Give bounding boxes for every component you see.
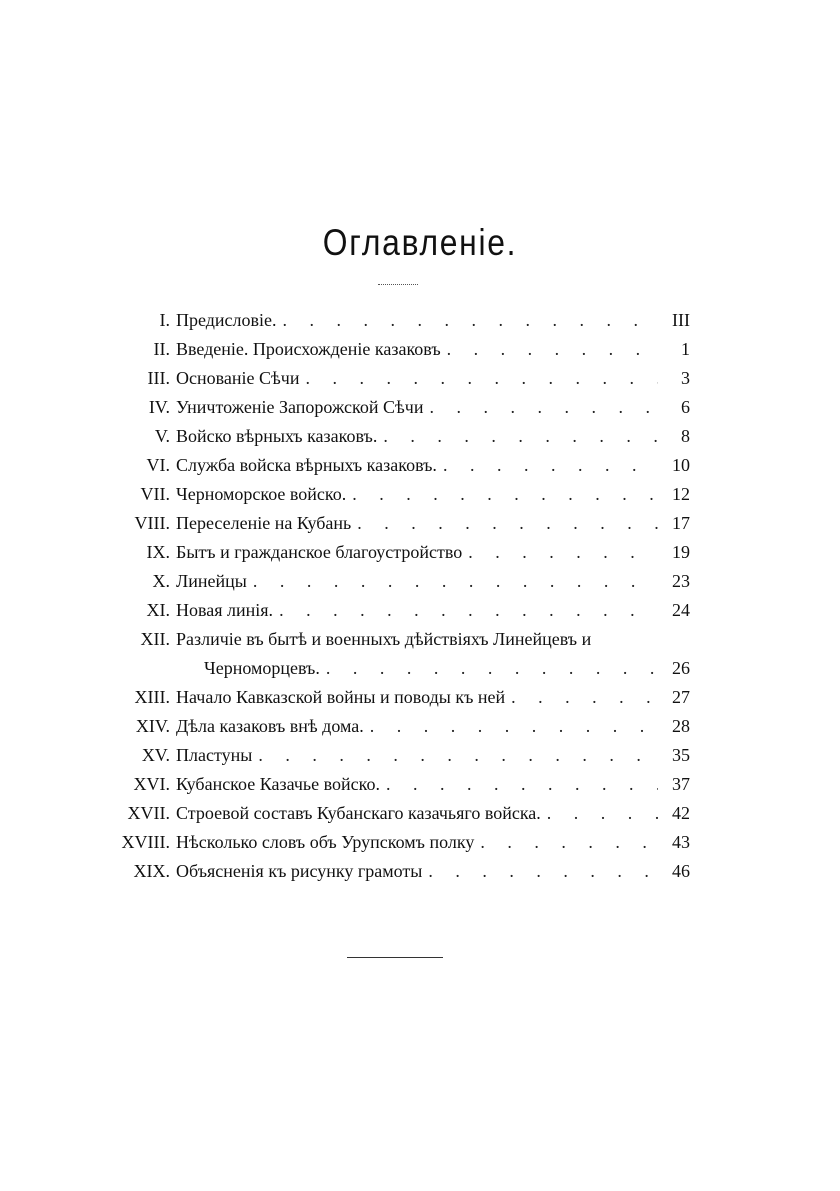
chapter-number: XVIII. [121, 832, 170, 852]
chapter-title: Черноморское войско. [176, 484, 347, 504]
page-number: 3 [681, 368, 690, 388]
chapter-title-continued: Черноморцевъ. [204, 658, 320, 678]
chapter-title: Переселеніе на Кубань [176, 513, 352, 533]
chapter-number: XVI. [133, 774, 170, 794]
chapter-number: XVII. [127, 803, 170, 823]
chapter-number: IX. [146, 542, 170, 562]
chapter-title: Предисловіе. [176, 310, 277, 330]
leader-dots [480, 828, 658, 857]
chapter-number: XI. [146, 600, 170, 620]
chapter-number: XIX. [133, 861, 170, 881]
page-number: 26 [672, 658, 690, 678]
chapter-title: Бытъ и гражданское благоустройство [176, 542, 463, 562]
chapter-number: VI. [146, 455, 170, 475]
toc-entry [100, 741, 690, 770]
page-number: 8 [681, 426, 690, 446]
chapter-title: Введеніе. Происхожденіе казаковъ [176, 339, 441, 359]
toc-entry [100, 451, 690, 480]
chapter-number: II. [153, 339, 170, 359]
leader-dots [283, 306, 658, 335]
chapter-title: Объясненія къ рисунку грамоты [176, 861, 423, 881]
closing-rule [347, 957, 443, 958]
chapter-number: XIII. [134, 687, 170, 707]
page-number: 17 [672, 513, 690, 533]
chapter-title: Кубанское Казачье войско. [176, 774, 380, 794]
chapter-title: Основаніе Сѣчи [176, 368, 300, 388]
page-number: 35 [672, 745, 690, 765]
leader-dots [305, 364, 658, 393]
page-number: 10 [672, 455, 690, 475]
toc-entry [100, 770, 690, 799]
page-number: 42 [672, 803, 690, 823]
chapter-number: V. [154, 426, 170, 446]
chapter-number: XIV. [135, 716, 170, 736]
leader-dots [357, 509, 658, 538]
chapter-number: VIII. [134, 513, 170, 533]
leader-dots [383, 422, 658, 451]
page-number: 12 [672, 484, 690, 504]
toc-entry [100, 393, 690, 422]
chapter-number: XII. [140, 629, 170, 649]
chapter-number: IV. [148, 397, 170, 417]
chapter-title: Линейцы [176, 571, 247, 591]
leader-dots [258, 741, 658, 770]
chapter-title: Различіе въ бытѣ и военныхъ дѣйствіяхъ Линейцевъ и [176, 629, 592, 649]
toc-entry [100, 828, 690, 857]
leader-dots [468, 538, 658, 567]
chapter-number: III. [147, 368, 170, 388]
toc-entry [100, 422, 690, 451]
leader-dots [253, 567, 658, 596]
toc-entry-continuation [100, 654, 690, 683]
leader-dots [352, 480, 658, 509]
toc-entry [100, 306, 690, 335]
chapter-title: Войско вѣрныхъ казаковъ. [176, 426, 378, 446]
page-title: Оглавленіе. [322, 222, 518, 263]
page-number: 24 [672, 600, 690, 620]
toc-entry [100, 567, 690, 596]
chapter-title: Начало Кавказской войны и поводы къ ней [176, 687, 506, 707]
leader-dots [443, 451, 658, 480]
page-number: 1 [681, 339, 690, 359]
page-number: 6 [681, 397, 690, 417]
toc-entry [100, 857, 690, 886]
leader-dots [326, 654, 658, 683]
page-number: 23 [672, 571, 690, 591]
toc-entry [100, 509, 690, 538]
page-number: 43 [672, 832, 690, 852]
leader-dots [447, 335, 658, 364]
chapter-title: Пластуны [176, 745, 253, 765]
chapter-number: VII. [140, 484, 170, 504]
chapter-title: Дѣла казаковъ внѣ дома. [176, 716, 364, 736]
leader-dots [429, 393, 658, 422]
leader-dots [279, 596, 658, 625]
toc-entry [100, 799, 690, 828]
page-number: 28 [672, 716, 690, 736]
chapter-title: Уничтоженіе Запорожской Сѣчи [176, 397, 424, 417]
page-number: III [672, 310, 690, 330]
toc-entry [100, 683, 690, 712]
toc-entry [100, 596, 690, 625]
page-number: 37 [672, 774, 690, 794]
title-ornament [378, 280, 418, 285]
leader-dots [428, 857, 658, 886]
toc-entry [100, 625, 690, 654]
chapter-title: Нѣсколько словъ объ Урупскомъ полку [176, 832, 475, 852]
toc-entry [100, 364, 690, 393]
leader-dots [511, 683, 658, 712]
leader-dots [547, 799, 658, 828]
page-number: 27 [672, 687, 690, 707]
chapter-title: Строевой составъ Кубанскаго казачьяго войска. [176, 803, 541, 823]
page-number: 19 [672, 542, 690, 562]
leader-dots [370, 712, 658, 741]
chapter-title: Служба войска вѣрныхъ казаковъ. [176, 455, 437, 475]
table-of-contents [100, 306, 690, 886]
toc-entry [100, 480, 690, 509]
toc-entry [100, 712, 690, 741]
page-number: 46 [672, 861, 690, 881]
toc-entry [100, 538, 690, 567]
toc-entry [100, 335, 690, 364]
leader-dots [386, 770, 658, 799]
chapter-number: XV. [141, 745, 170, 765]
chapter-number: I. [159, 310, 170, 330]
chapter-number: X. [152, 571, 170, 591]
chapter-title: Новая линія. [176, 600, 274, 620]
